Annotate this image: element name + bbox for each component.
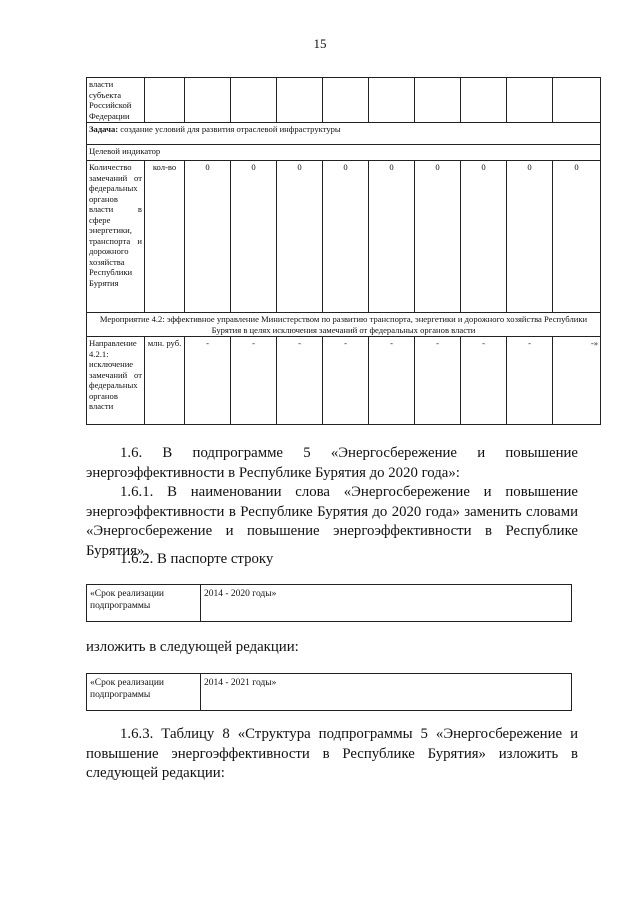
unit-cell [145,78,185,123]
paragraph-1-6-3: 1.6.3. Таблицу 8 «Структура подпрограммы 5 «Энергосбережение и повышение энергоэффективности в Республике Бурятия» изложить в следующей редакции: [86,726,578,781]
direction-value: - [185,337,231,425]
indicator-label: Количество замечаний от федеральных органов власти в сфере энергетики, транспорта и дорожного хозяйства Республики Бурятия [87,161,145,313]
indicator-value: 0 [185,161,231,313]
page-number: 15 [313,36,327,51]
indicator-value: 0 [277,161,323,313]
direction-value: - [323,337,369,425]
indicator-header: Целевой индикатор [87,145,601,161]
task-cell [87,123,601,145]
passport-label: «Срок реализации подпрограммы [87,674,201,711]
value-cell [323,78,369,123]
indicators-table [86,77,601,425]
table-row-direction [87,337,601,425]
passport-label: «Срок реализации подпрограммы [87,585,201,622]
value-cell [185,78,231,123]
table-row-task [87,123,601,145]
paragraph-restate: изложить в следующей редакции: [86,639,299,655]
value-cell [415,78,461,123]
indicator-value: 0 [461,161,507,313]
task-prefix: Задача: [89,124,119,134]
indicator-value: 0 [369,161,415,313]
table-row-measure [87,313,601,337]
passport-row-new [86,673,572,711]
value-cell [369,78,415,123]
direction-label: Направление 4.2.1: исключение замечаний от федеральных органов власти [87,337,145,425]
value-cell [277,78,323,123]
indicator-unit: кол-во [145,161,185,313]
value-cell [507,78,553,123]
table-row-indicator [87,161,601,313]
indicator-value: 0 [323,161,369,313]
direction-unit: млн. руб. [145,337,185,425]
direction-value: -» [553,337,601,425]
direction-value: - [231,337,277,425]
indicator-value: 0 [507,161,553,313]
measure-cell: Мероприятие 4.2: эффективное управление Министерством по развитию транспорта, энергетики и дорожного хозяйства Республики Бурятия в целях исключения замечаний от федеральных органов власти [87,313,601,337]
direction-value: - [277,337,323,425]
task-text: создание условий для развития отраслевой инфраструктуры [118,124,341,134]
paragraph-1-6: 1.6. В подпрограмме 5 «Энергосбережение и повышение энергоэффективности в Республике Бурятия до 2020 года»: [86,445,578,481]
value-cell [553,78,601,123]
passport-value: 2014 - 2021 годы» [201,674,572,711]
paragraph-1-6-2: 1.6.2. В паспорте строку [120,551,274,567]
paragraph-1-6-1: 1.6.1. В наименовании слова «Энергосбережение и повышение энергоэффективности в Республике Бурятия до 2020 года» заменить словами «Энергосбережение и повышение энергоэффективности в Республике Бурятия». [86,484,578,559]
direction-value: - [507,337,553,425]
table-row-authority [87,78,601,123]
table-row-indicator-header [87,145,601,161]
direction-value: - [461,337,507,425]
direction-value: - [415,337,461,425]
direction-value: - [369,337,415,425]
passport-row-old [86,584,572,622]
value-cell [231,78,277,123]
passport-value: 2014 - 2020 годы» [201,585,572,622]
value-cell [461,78,507,123]
indicator-value: 0 [415,161,461,313]
indicator-value: 0 [553,161,601,313]
row-label: власти субъекта Российской Федерации [87,78,145,123]
indicator-value: 0 [231,161,277,313]
